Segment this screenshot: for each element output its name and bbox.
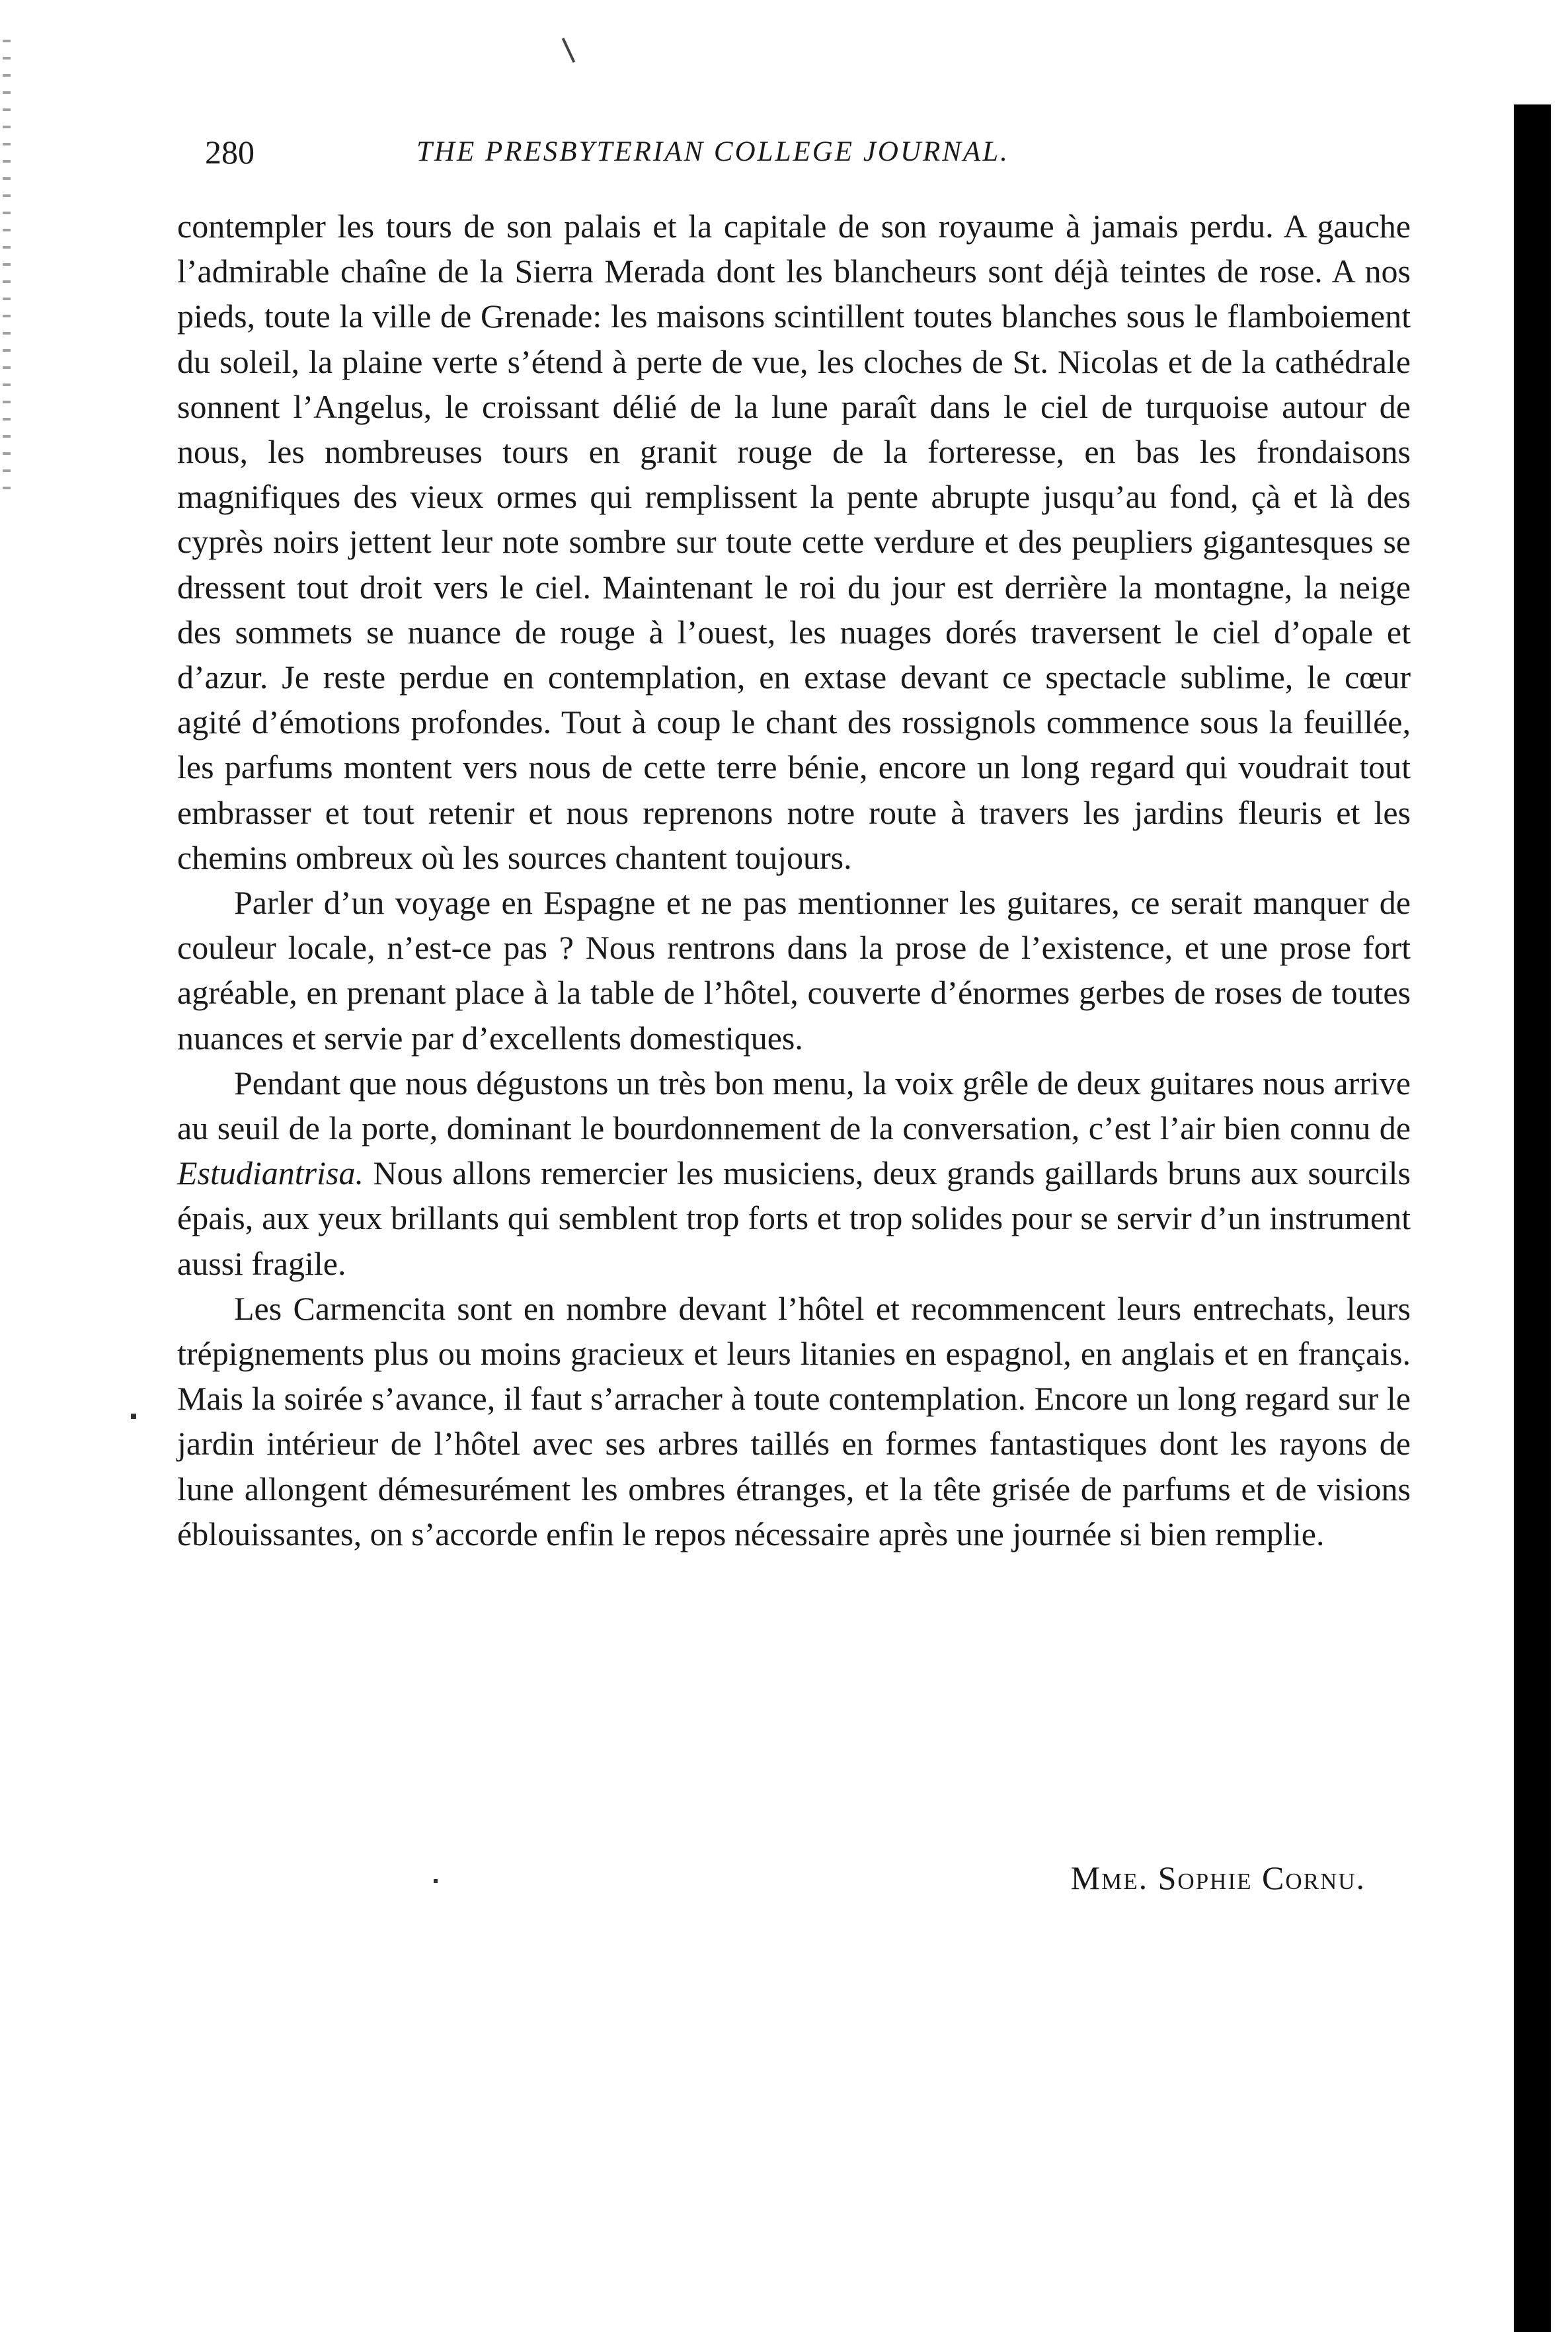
paragraph-3-text-before: Pendant que nous dégustons un très bon menu, la voix grêle de deux guitares nous arrive au seuil de la porte, dominant le bourdonnement de la conversation, c’est l’air bien connu de bbox=[177, 1064, 1411, 1147]
article-body bbox=[177, 204, 1411, 1556]
running-title: THE PRESBYTERIAN COLLEGE JOURNAL. bbox=[416, 136, 1009, 167]
paragraph-1: contempler les tours de son palais et la capitale de son royaume à jamais perdu. A gauche l’admirable chaîne de la Sierra Merada dont les blancheurs sont déjà teintes de rose. A nos pieds, toute la ville de Grenade: les maisons scintillent toutes blanches sous le flamboiement du soleil, la plaine verte s’étend à perte de vue, les cloches de St. Nicolas et de la cathédrale sonnent l’Angelus, le croissant délié de la lune paraît dans le ciel de turquoise autour de nous, les nombreuses tours en granit rouge de la forteresse, en bas les frondaisons magnifiques des vieux ormes qui remplissent la pente abrupte jusqu’au fond, çà et là des cyprès noirs jettent leur note sombre sur toute cette verdure et des peupliers gigantesques se dressent tout droit vers le ciel. Maintenant le roi du jour est derrière la montagne, la neige des sommets se nuance de rouge à l’ouest, les nuages dorés traversent le ciel d’opale et d’azur. Je reste perdue en contemplation, en extase devant ce spectacle sublime, le cœur agité d’émotions profondes. Tout à coup le chant des rossignols commence sous la feuillée, les parfums montent vers nous de cette terre bénie, encore un long regard qui voudrait tout embrasser et tout retenir et nous reprenons notre route à travers les jardins fleuris et les chemins ombreux où les sources chantent toujours. bbox=[177, 208, 1411, 876]
binding-shadow-edge bbox=[1514, 104, 1551, 2332]
paragraph-3 bbox=[177, 1061, 1411, 1286]
paragraph-3-text-after: Nous allons remercier les musiciens, deux grands gaillards bruns aux sourcils épais, aux yeux brillants qui semblent trop forts et trop solides pour se servir d’un instrument aussi fragile. bbox=[177, 1154, 1411, 1282]
page-number: 280 bbox=[205, 134, 255, 171]
song-title-italic: Estudiantrisa. bbox=[177, 1154, 364, 1192]
author-signature: Mme. Sophie Cornu. bbox=[1070, 1859, 1366, 1896]
paragraph-4: Les Carmencita sont en nombre devant l’hôtel et recommencent leurs entrechats, leurs trépignements plus ou moins gracieux et leurs litanies en espagnol, en anglais et en français. Mais la soirée s’avance, il faut s’arracher à toute contemplation. Encore un long regard sur le jardin intérieur de l’hôtel avec ses arbres taillés en formes fantastiques dont les rayons de lune allongent démesurément les ombres étranges, et la tête grisée de parfums et de visions éblouissantes, on s’accorde enfin le repos nécessaire après une journée si bien remplie. bbox=[177, 1289, 1411, 1552]
page-header bbox=[205, 132, 1196, 172]
scan-speck bbox=[562, 38, 576, 63]
paragraph-2: Parler d’un voyage en Espagne et ne pas mentionner les guitares, ce serait manquer de couleur locale, n’est-ce pas ? Nous rentrons dans la prose de l’existence, et une prose fort agréable, en prenant place à la table de l’hôtel, couverte d’énormes gerbes de roses de toutes nuances et servie par d’excellents domestiques. bbox=[177, 884, 1411, 1057]
margin-mark bbox=[131, 1414, 136, 1419]
stray-dot bbox=[434, 1879, 438, 1883]
scan-left-edge-speckle bbox=[3, 40, 11, 503]
